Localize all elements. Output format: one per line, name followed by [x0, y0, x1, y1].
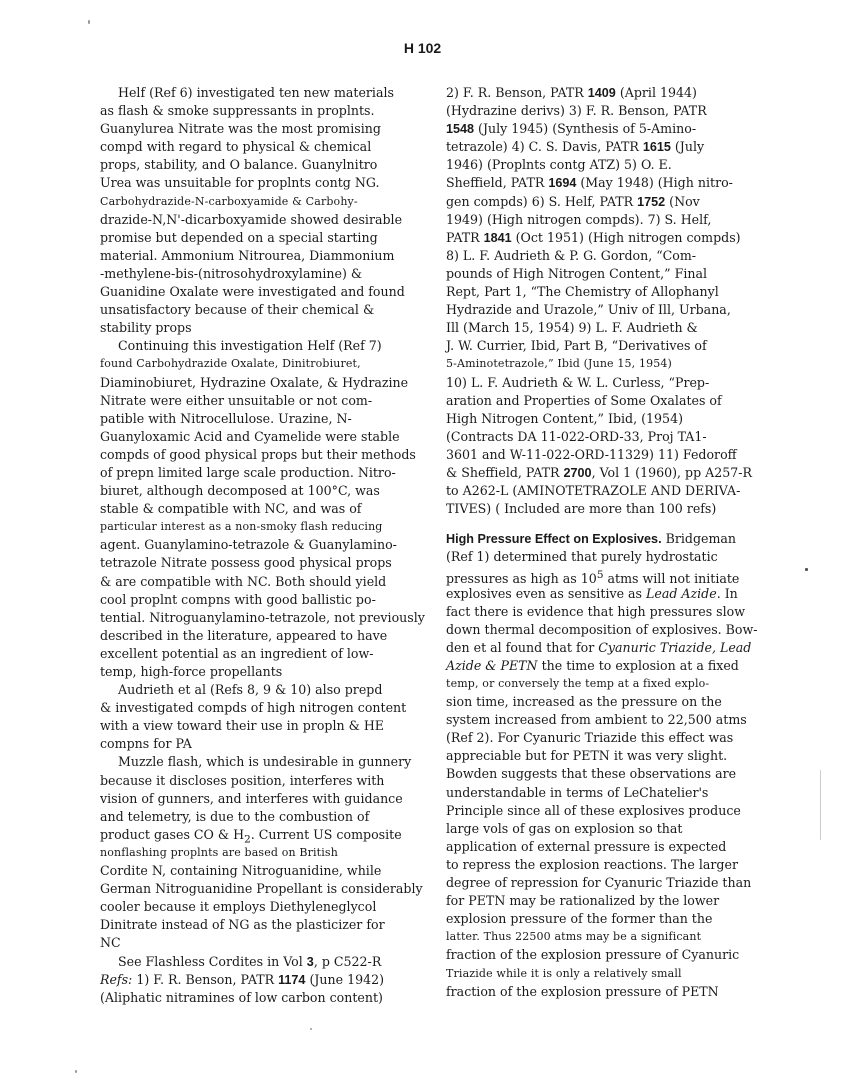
text-line: stability props — [100, 320, 192, 336]
text-line: High Nitrogen Content,” Ibid, (1954) — [446, 410, 683, 426]
italic-term: Azide & PETN — [446, 657, 538, 673]
text-line: temp, high-force propellants — [100, 664, 283, 679]
text-line — [446, 193, 776, 211]
text-line: down thermal decomposition of explosives. Bow- — [446, 621, 758, 637]
text-line: with a view toward their use in propln & HE — [100, 718, 384, 734]
text-line: for PETN may be rationalized by the lower — [446, 893, 720, 909]
text-line — [446, 530, 776, 548]
text-line — [100, 971, 420, 989]
text-fragment: Bridgeman — [661, 531, 737, 547]
text-fragment: . In — [716, 585, 738, 601]
text-line: Audrieth et al (Refs 8, 9 & 10) also prepd — [118, 682, 383, 698]
text-line — [446, 639, 776, 657]
section-heading: High Pressure Effect on Explosives. — [446, 532, 662, 547]
text-line: degree of repression for Cyanuric Triazide than — [446, 875, 752, 891]
text-line — [446, 120, 776, 138]
text-line: Guanyloxamic Acid and Cyamelide were stable — [100, 428, 400, 444]
scan-line — [820, 770, 821, 840]
text-line: 1949) (High nitrogen compds). 7) S. Helf, — [446, 211, 712, 227]
text-line: described in the literature, appeared to have — [100, 627, 388, 643]
text-line: agent. Guanylamino-tetrazole & Guanylamino- — [100, 537, 397, 553]
text-fragment: PATR — [446, 229, 484, 245]
text-line: nonflashing proplnts are based on British — [100, 845, 338, 859]
text-fragment: product gases CO & H — [100, 826, 245, 842]
volume-number: 3 — [306, 954, 314, 969]
text-line: -methylene-bis-(nitrosohydroxylamine) & — [100, 265, 363, 281]
text-fragment: . Current US composite — [250, 826, 402, 842]
text-fragment: (April 1944) — [615, 85, 697, 100]
text-line: Diaminobiuret, Hydrazine Oxalate, & Hydrazine — [100, 374, 409, 390]
text-line: Muzzle flash, which is undesirable in gunnery — [118, 754, 412, 770]
text-fragment: 1) F. R. Benson, PATR — [132, 971, 279, 987]
text-line: compds of good physical props but their methods — [100, 446, 416, 462]
text-line: 8) L. F. Audrieth & P. G. Gordon, “Com- — [446, 247, 697, 263]
text-line: (Ref 2). For Cyanuric Triazide this effect was — [446, 730, 734, 746]
text-line: Principle since all of these explosives produce — [446, 802, 741, 818]
report-number: 1615 — [642, 140, 671, 155]
text-fragment: gen compds) 6) S. Helf, PATR — [446, 193, 638, 209]
text-line: particular interest as a non-smoky flash reducing — [100, 520, 383, 534]
text-line: Nitrate were either unsuitable or not com- — [100, 392, 373, 408]
text-line: stable & compatible with NC, and was of — [100, 501, 362, 517]
text-line: understandable in terms of LeChatelier's — [446, 784, 709, 800]
text-fragment: (Oct 1951) (High nitrogen compds) — [511, 229, 741, 245]
subscript: 2 — [244, 833, 251, 846]
text-line: to repress the explosion reactions. The larger — [446, 856, 738, 872]
text-fragment: (May 1948) (High nitro- — [576, 175, 733, 191]
text-line: excellent potential as an ingredient of low- — [100, 645, 374, 661]
text-line: Guanylurea Nitrate was the most promising — [100, 121, 381, 137]
text-fragment: atms will not initiate — [603, 571, 740, 587]
report-number: 2700 — [563, 465, 592, 480]
text-line: material. Ammonium Nitrourea, Diammonium — [100, 247, 395, 263]
text-line: & investigated compds of high nitrogen content — [100, 700, 407, 716]
report-number: 1752 — [637, 194, 666, 209]
text-line: Bowden suggests that these observations are — [446, 766, 737, 782]
text-fragment: See Flashless Cordites in Vol — [118, 953, 307, 969]
text-line: Cordite N, containing Nitroguanidine, while — [100, 863, 382, 879]
text-line: temp, or conversely the temp at a fixed explo- — [446, 677, 710, 690]
italic-term: Lead Azide — [646, 585, 717, 601]
text-line: 5-Aminotetrazole,” Ibid (June 15, 1954) — [446, 357, 672, 371]
text-line: drazide-N,N'-dicarboxyamide showed desirable — [100, 211, 403, 227]
text-line: Urea was unsuitable for proplnts contg NG. — [100, 175, 380, 191]
text-fragment: den et al found that for — [446, 639, 599, 655]
text-line: tential. Nitroguanylamino-tetrazole, not previously — [100, 609, 425, 625]
text-line: (Aliphatic nitramines of low carbon content) — [100, 989, 383, 1005]
text-line: 10) L. F. Audrieth & W. L. Curless, “Prep- — [446, 374, 710, 390]
report-number: 1548 — [446, 122, 475, 137]
text-line: props, stability, and O balance. Guanylnitro — [100, 157, 378, 173]
text-fragment: (Nov — [665, 193, 700, 209]
text-line: Rept, Part 1, “The Chemistry of Allophanyl — [446, 284, 719, 300]
text-fragment: (July — [670, 139, 705, 155]
text-line: appreciable but for PETN it was very slight. — [446, 748, 728, 764]
text-line: Ill (March 15, 1954) 9) L. F. Audrieth & — [446, 320, 698, 336]
scan-speck — [805, 568, 808, 571]
text-line — [446, 84, 776, 102]
text-line — [446, 229, 776, 247]
text-line: compns for PA — [100, 736, 192, 752]
text-line: (Hydrazine derivs) 3) F. R. Benson, PATR — [446, 103, 707, 119]
text-line — [100, 826, 420, 844]
text-line: compd with regard to physical & chemical — [100, 139, 372, 155]
text-line: system increased from ambient to 22,500 atms — [446, 712, 747, 728]
text-line — [446, 657, 776, 675]
text-line: Triazide while it is only a relatively small — [446, 966, 682, 980]
text-line: German Nitroguanidine Propellant is considerably — [100, 881, 423, 897]
text-fragment: (July 1945) (Synthesis of 5-Amino- — [474, 121, 697, 137]
text-fragment: explosives even as sensitive as — [446, 585, 647, 601]
text-line: as flash & smoke suppressants in proplnts. — [100, 103, 375, 119]
report-number: 1841 — [483, 230, 512, 245]
text-line — [446, 566, 776, 587]
text-fragment: & Sheffield, PATR — [446, 464, 564, 480]
text-fragment: tetrazole) 4) C. S. Davis, PATR — [446, 139, 643, 155]
text-line: J. W. Currier, Ibid, Part B, “Derivatives of — [446, 338, 707, 354]
text-line — [446, 174, 776, 192]
text-line: pounds of High Nitrogen Content,” Final — [446, 265, 708, 281]
text-line: vision of gunners, and interferes with guidance — [100, 790, 403, 806]
text-line — [446, 138, 776, 156]
text-line: Continuing this investigation Helf (Ref 7) — [118, 338, 382, 354]
text-fragment: , Vol 1 (1960), pp A257-R — [591, 464, 753, 480]
text-fragment: (June 1942) — [305, 971, 385, 987]
text-line: patible with Nitrocellulose. Urazine, N- — [100, 410, 352, 426]
scan-speck — [88, 20, 90, 24]
text-line: Dinitrate instead of NG as the plasticizer for — [100, 917, 385, 933]
text-line: explosion pressure of the former than the — [446, 911, 713, 927]
text-line: biuret, although decomposed at 100°C, was — [100, 483, 380, 499]
text-line: large vols of gas on explosion so that — [446, 820, 683, 836]
text-fragment: the time to explosion at a fixed — [537, 657, 739, 673]
superscript: 5 — [596, 569, 604, 582]
text-line: unsatisfactory because of their chemical & — [100, 302, 375, 318]
text-line: 3601 and W-11-022-ORD-11329) 11) Fedoroff — [446, 446, 737, 462]
text-line: TIVES) ( Included are more than 100 refs) — [446, 501, 717, 517]
scan-speck — [310, 1028, 312, 1030]
left-column — [100, 84, 425, 1007]
refs-label: Refs: — [100, 971, 133, 987]
text-fragment: 2) F. R. Benson, PATR — [446, 85, 588, 100]
scan-speck — [75, 1070, 77, 1073]
text-line: Carbohydrazide-N-carboxyamide & Carbohy- — [100, 194, 358, 208]
text-line: of prepn limited large scale production. Nitro- — [100, 464, 396, 480]
text-fragment: pressures as high as 10 — [446, 571, 597, 587]
text-line: promise but depended on a special starting — [100, 229, 378, 245]
page-number: H 102 — [403, 40, 442, 56]
text-line: (Contracts DA 11-022-ORD-33, Proj TA1- — [446, 428, 707, 444]
report-number: 1694 — [548, 176, 577, 191]
text-line: to A262-L (AMINOTETRAZOLE AND DERIVA- — [446, 483, 741, 499]
text-line: 1946) (Proplnts contg ATZ) 5) O. E. — [446, 157, 672, 173]
right-column — [446, 84, 776, 1001]
text-line — [446, 464, 776, 482]
report-number: 1174 — [278, 972, 306, 987]
text-line: sion time, increased as the pressure on the — [446, 694, 722, 710]
text-line: (Ref 1) determined that purely hydrostatic — [446, 549, 718, 565]
report-number: 1409 — [587, 86, 616, 100]
text-line: fact there is evidence that high pressures slow — [446, 603, 746, 619]
text-line: Hydrazide and Urazole,” Univ of Ill, Urbana, — [446, 302, 731, 318]
text-line — [446, 585, 776, 603]
text-line: tetrazole Nitrate possess good physical props — [100, 555, 392, 571]
text-line: & are compatible with NC. Both should yield — [100, 573, 387, 589]
text-line: because it discloses position, interferes with — [100, 772, 385, 788]
text-line: Helf (Ref 6) investigated ten new materials — [118, 85, 394, 100]
text-fragment: Sheffield, PATR — [446, 175, 549, 191]
section-gap — [446, 518, 776, 530]
text-line — [100, 953, 420, 971]
text-line: application of external pressure is expected — [446, 838, 727, 854]
text-line: Guanidine Oxalate were investigated and found — [100, 284, 405, 300]
text-line: and telemetry, is due to the combustion of — [100, 808, 370, 824]
text-line: cooler because it employs Diethyleneglycol — [100, 899, 377, 915]
text-line: cool proplnt compns with good ballistic po- — [100, 591, 376, 607]
text-fragment: , p C522-R — [313, 953, 382, 969]
text-line: fraction of the explosion pressure of Cyanuric — [446, 947, 740, 963]
text-line: NC — [100, 935, 121, 951]
text-line: aration and Properties of Some Oxalates of — [446, 392, 722, 408]
text-line: fraction of the explosion pressure of PETN — [446, 983, 719, 999]
text-line: latter. Thus 22500 atms may be a significant — [446, 930, 702, 944]
text-line: found Carbohydrazide Oxalate, Dinitrobiuret, — [100, 357, 361, 371]
italic-term: Cyanuric Triazide, Lead — [598, 639, 752, 655]
